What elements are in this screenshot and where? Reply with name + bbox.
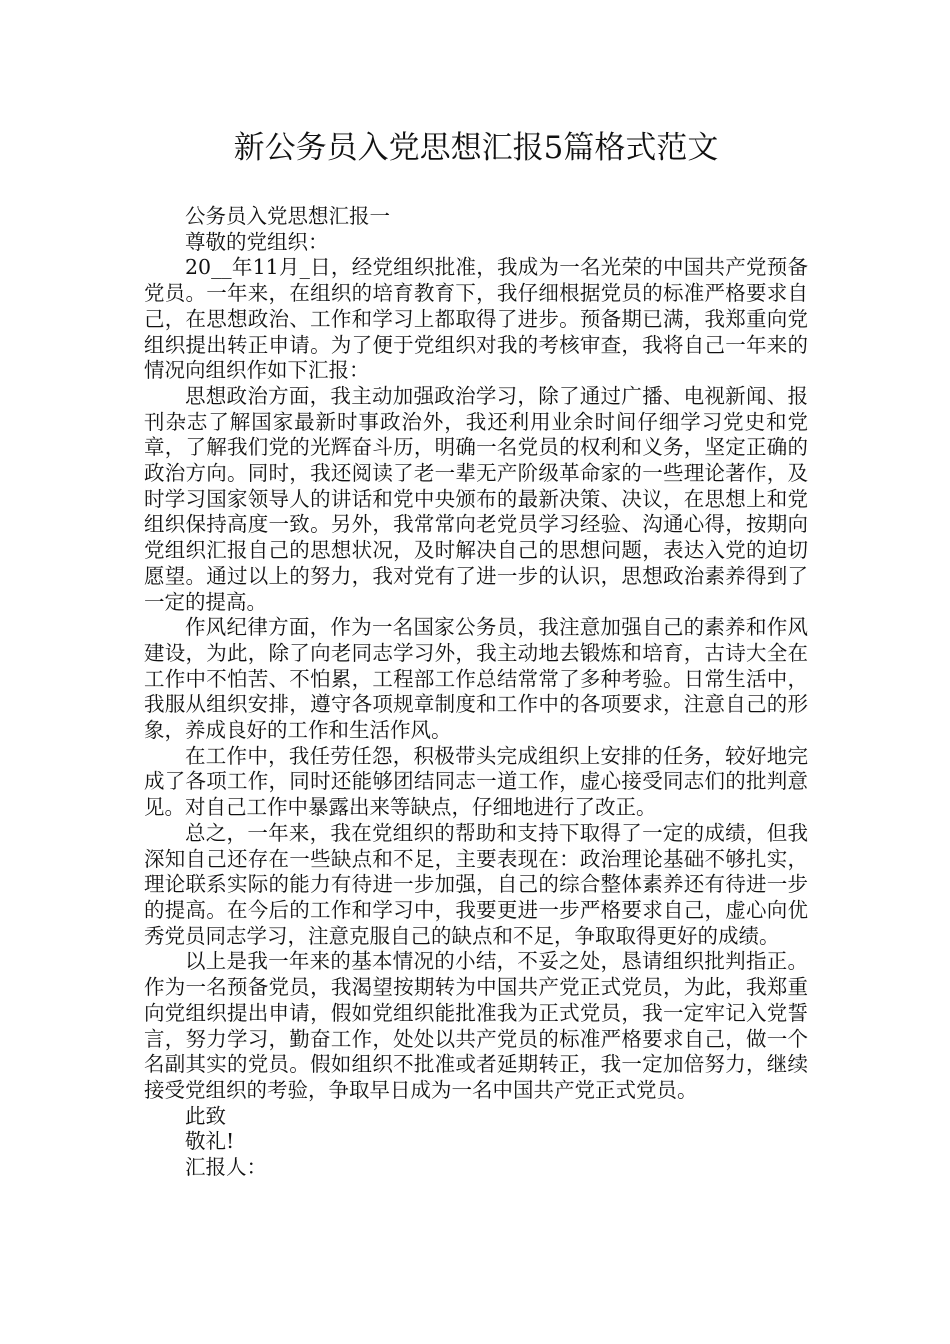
document-title: 新公务员入党思想汇报5篇格式范文 — [233, 130, 719, 166]
paragraph-4: 在工作中，我任劳任怨，积极带头完成组织上安排的任务，较好地完成了各项工作，同时还能够团结同志一道工作，虚心接受同志们的批判意见。对自己工作中暴露出来等缺点，仔细地进行了改正。 — [144, 743, 808, 820]
closing-line-1: 此致 — [185, 1103, 226, 1128]
paragraph-1: 20__年11月_日，经党组织批准，我成为一名光荣的中国共产党预备党员。一年来，在组织的培育教育下，我仔细根据党员的标准严格要求自己，在思想政治、工作和学习上都取得了进步。预备期已满，我郑重向党组织提出转正申请。为了便于党组织对我的考核审查，我将自己一年来的情况向组织作如下汇报： — [144, 255, 808, 383]
document-body — [144, 204, 808, 1181]
document-page — [144, 0, 808, 1181]
closing-line-2: 敬礼! — [185, 1129, 235, 1154]
salutation: 尊敬的党组织： — [185, 229, 329, 254]
paragraph-3: 作风纪律方面，作为一名国家公务员，我注意加强自己的素养和作风建设，为此，除了向老同志学习外，我主动地去锻炼和培育，古诗大全在工作中不怕苦、不怕累，工程部工作总结常常了多种考验。日常生活中，我服从组织安排，遵守各项规章制度和工作中的各项要求，注意自己的形象，养成良好的工作和生活作风。 — [144, 615, 808, 743]
paragraph-2: 思想政治方面，我主动加强政治学习，除了通过广播、电视新闻、报刊杂志了解国家最新时事政治外，我还利用业余时间仔细学习党史和党章，了解我们党的光辉奋斗历，明确一名党员的权利和义务，坚定正确的政治方向。同时，我还阅读了老一辈无产阶级革命家的一些理论著作，及时学习国家领导人的讲话和党中央颁布的最新决策、决议，在思想上和党组织保持高度一致。另外，我常常向老党员学习经验、沟通心得，按期向党组织汇报自己的思想状况，及时解决自己的思想问题，表达入党的迫切愿望。通过以上的努力，我对党有了进一步的认识，思想政治素养得到了一定的提高。 — [144, 383, 808, 614]
paragraph-5: 总之，一年来，我在党组织的帮助和支持下取得了一定的成绩，但我深知自己还存在一些缺点和不足，主要表现在：政治理论基础不够扎实，理论联系实际的能力有待进一步加强，自己的综合整体素养还有待进一步的提高。在今后的工作和学习中，我要更进一步严格要求自己，虚心向优秀党员同志学习，注意克服自己的缺点和不足，争取取得更好的成绩。 — [144, 820, 808, 948]
section-heading: 公务员入党思想汇报一 — [185, 204, 390, 228]
signature-label: 汇报人： — [185, 1155, 267, 1180]
paragraph-6: 以上是我一年来的基本情况的小结，不妥之处，恳请组织批判指正。作为一名预备党员，我渴望按期转为中国共产党正式党员，为此，我郑重向党组织提出申请，假如党组织能批准我为正式党员，我一定牢记入党誓言，努力学习，勤奋工作，处处以共产党员的标准严格要求自己，做一个名副其实的党员。假如组织不批准或者延期转正，我一定加倍努力，继续接受党组织的考验，争取早日成为一名中国共产党正式党员。 — [144, 949, 808, 1102]
